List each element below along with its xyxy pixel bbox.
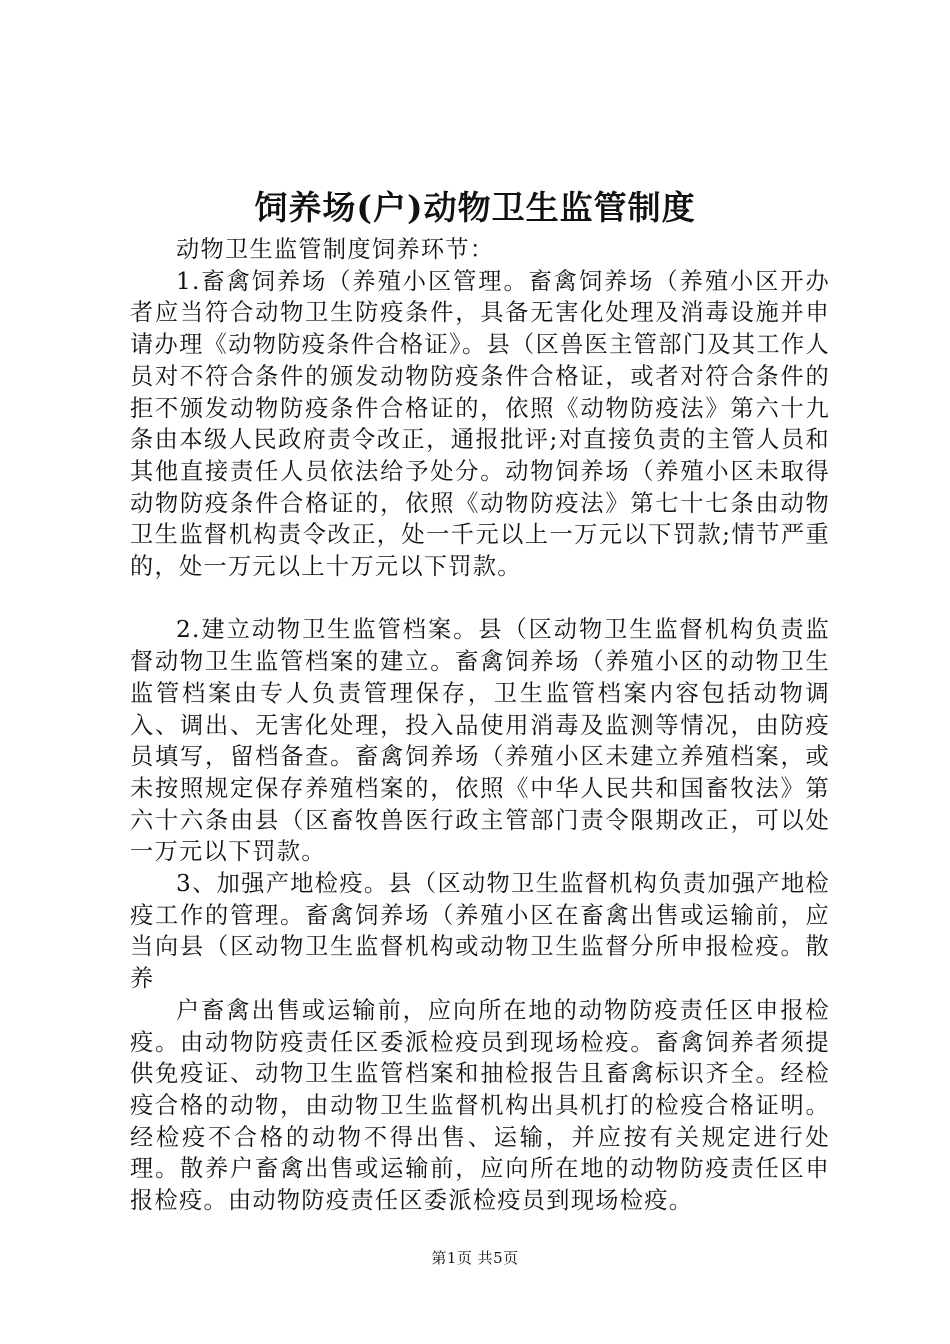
paragraph-section-2: 2.建立动物卫生监管档案。县（区动物卫生监督机构负责监督动物卫生监管档案的建立。畜禽饲养场（养殖小区的动物卫生监管档案由专人负责管理保存，卫生监管档案内容包括动物调入、调出、无害化处理，投入品使用消毒及监测等情况，由防疫员填写，留档备查。畜禽饲养场（养殖小区未建立养殖档案，或未按照规定保存养殖档案的，依照《中华人民共和国畜牧法》第六十六条由县（区畜牧兽医行政主管部门责令限期改正，可以处一万元以下罚款。 (130, 616, 830, 866)
paragraph-section-1: 1.畜禽饲养场（养殖小区管理。畜禽饲养场（养殖小区开办者应当符合动物卫生防疫条件，具备无害化处理及消毒设施并申请办理《动物防疫条件合格证》。县（区兽医主管部门及其工作人员对不符合条件的颁发动物防疫条件合格证，或者对符合条件的拒不颁发动物防疫条件合格证的，依照《动物防疫法》第六十九条由本级人民政府责令改正，通报批评;对直接负责的主管人员和其他直接责任人员依法给予处分。动物饲养场（养殖小区未取得动物防疫条件合格证的，依照《动物防疫法》第七十七条由动物卫生监督机构责令改正，处一千元以上一万元以下罚款;情节严重的，处一万元以上十万元以下罚款。 (130, 267, 830, 581)
paragraph-section-3-continued: 户畜禽出售或运输前，应向所在地的动物防疫责任区申报检疫。由动物防疫责任区委派检疫员到现场检疫。畜禽饲养者须提供免疫证、动物卫生监管档案和抽检报告且畜禽标识齐全。经检疫合格的动物，由动物卫生监督机构出具机打的检疫合格证明。经检疫不合格的动物不得出售、运输，并应按有关规定进行处理。散养户畜禽出售或运输前，应向所在地的动物防疫责任区申报检疫。由动物防疫责任区委派检疫员到现场检疫。 (130, 996, 830, 1215)
document-title: 饲养场(户)动物卫生监管制度 (254, 188, 696, 227)
intro-paragraph: 动物卫生监管制度饲养环节： (176, 236, 495, 263)
paragraph-spacer (130, 583, 830, 615)
document-body (130, 234, 830, 1217)
page-number-footer: 第1页 共5页 (431, 1249, 519, 1267)
paragraph-section-3: 3、加强产地检疫。县（区动物卫生监督机构负责加强产地检疫工作的管理。畜禽饲养场（养殖小区在畜禽出售或运输前，应当向县（区动物卫生监督机构或动物卫生监督分所申报检疫。散养 (130, 870, 830, 993)
